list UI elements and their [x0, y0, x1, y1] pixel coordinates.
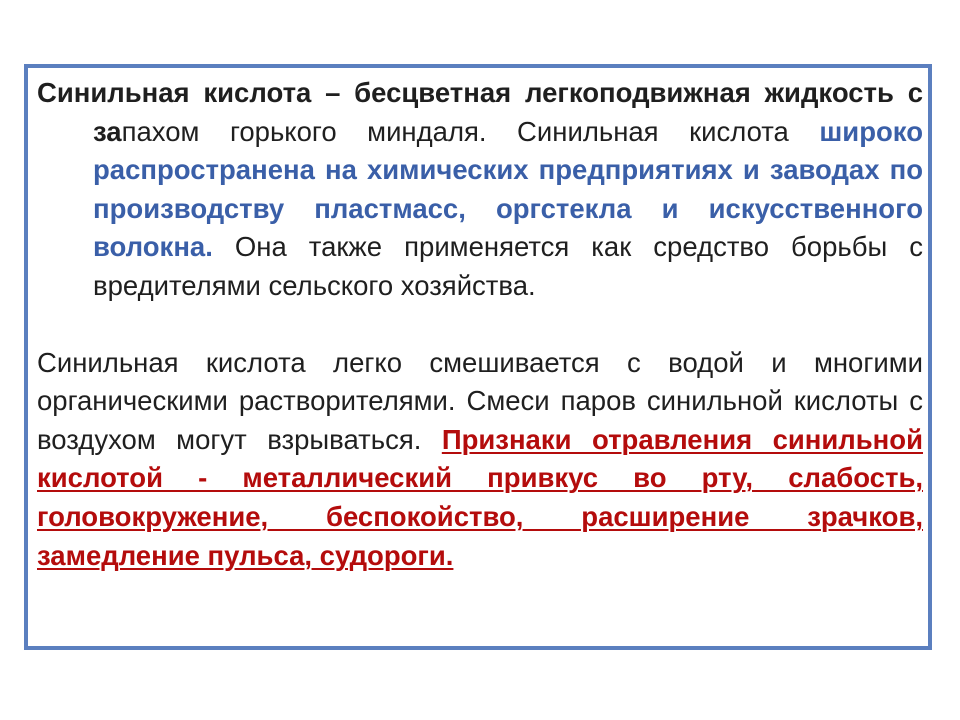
plain-text-3: Синильная кислота легко смешивается с водой и многими органическими растворителями. Смеси паров синильной кислоты с воздухом могут взрываться. [37, 346, 923, 455]
content-text [37, 74, 923, 575]
bold-intro: Синильная кислота – бесцветная легкоподвижная жидкость с за [37, 77, 923, 147]
paragraph-properties [37, 344, 923, 576]
plain-text-1: пахом горького миндаля. Синильная кислота [121, 115, 820, 147]
red-highlight: Признаки отравления синильной кислотой - металлический привкус во рту, слабость, головокружение, беспокойство, расширение зрачков, замедление пульса, судороги. [37, 423, 924, 571]
plain-text-2: Она также применяется как средство борьбы с вредителями сельского хозяйства. [93, 231, 923, 301]
blue-highlight: широко распространена на химических предприятиях и заводах по производству пластмасс, оргстекла и искусственного волокна. [93, 115, 923, 263]
paragraph-description [37, 74, 923, 306]
